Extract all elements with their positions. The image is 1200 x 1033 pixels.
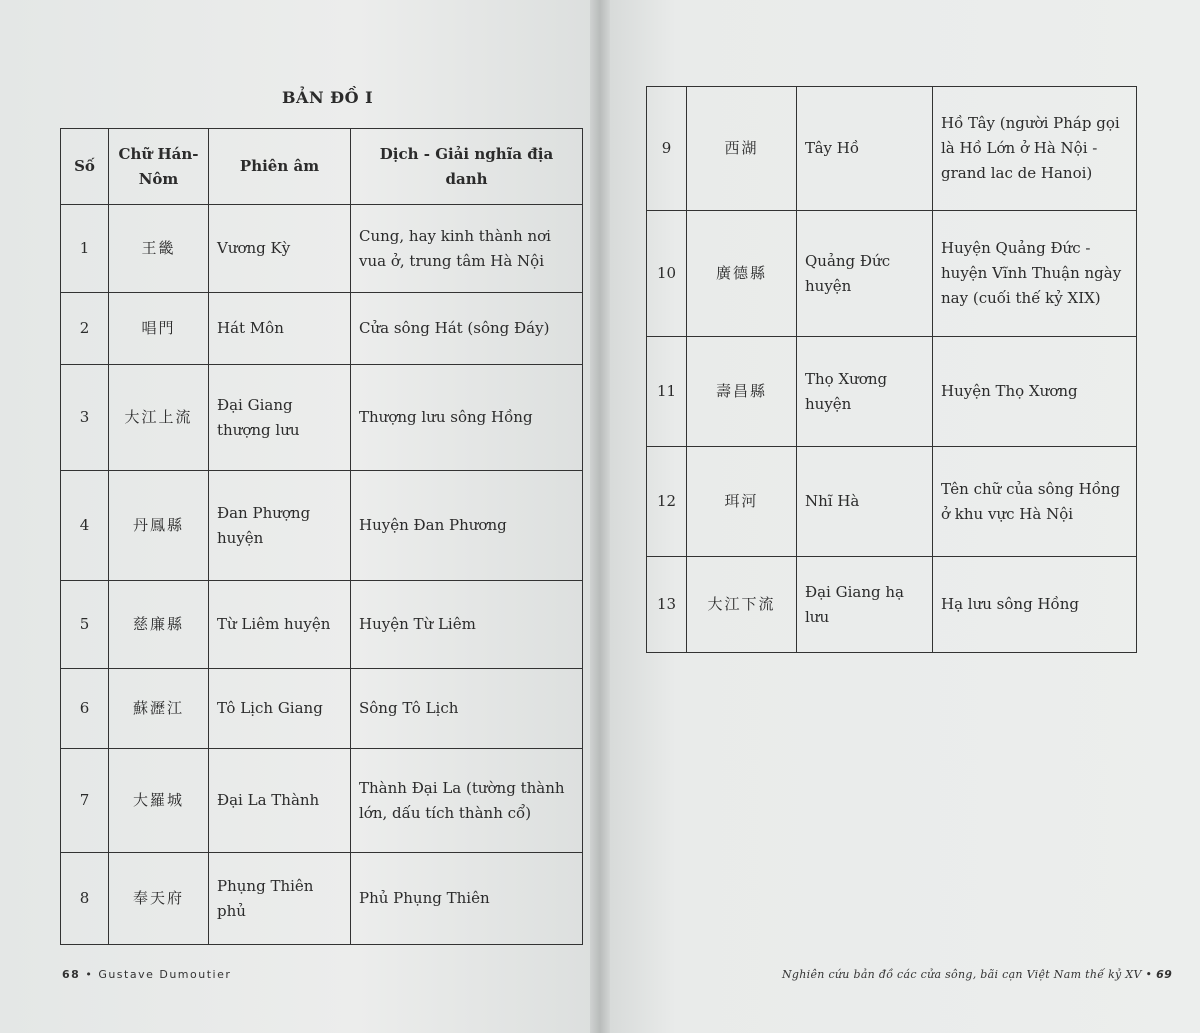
table-row <box>61 205 583 293</box>
row-meaning: Phủ Phụng Thiên <box>351 853 583 945</box>
table-row <box>647 87 1137 211</box>
row-phonetic: Vương Kỳ <box>209 205 351 293</box>
row-phonetic: Đan Phượng huyện <box>209 471 351 581</box>
row-han-nom: 蘇瀝江 <box>109 669 209 749</box>
row-phonetic: Hát Môn <box>209 293 351 365</box>
table-row <box>61 471 583 581</box>
row-phonetic: Tô Lịch Giang <box>209 669 351 749</box>
row-phonetic: Phụng Thiên phủ <box>209 853 351 945</box>
row-number: 8 <box>61 853 109 945</box>
footer-separator: • <box>85 968 94 981</box>
row-number: 13 <box>647 557 687 653</box>
row-phonetic: Tây Hồ <box>797 87 933 211</box>
table-row <box>647 447 1137 557</box>
row-number: 12 <box>647 447 687 557</box>
row-han-nom: 大羅城 <box>109 749 209 853</box>
row-number: 3 <box>61 365 109 471</box>
row-number: 6 <box>61 669 109 749</box>
right-page-number: 69 <box>1156 968 1173 981</box>
row-meaning: Huyện Đan Phương <box>351 471 583 581</box>
table-row <box>647 337 1137 447</box>
row-meaning: Hạ lưu sông Hồng <box>933 557 1137 653</box>
row-meaning: Cửa sông Hát (sông Đáy) <box>351 293 583 365</box>
row-phonetic: Quảng Đức huyện <box>797 211 933 337</box>
header-han-nom: Chữ Hán-Nôm <box>109 129 209 205</box>
row-meaning: Thượng lưu sông Hồng <box>351 365 583 471</box>
row-phonetic: Đại Giang thượng lưu <box>209 365 351 471</box>
right-place-name-table <box>646 86 1137 653</box>
left-page-number: 68 <box>62 968 81 981</box>
row-meaning: Huyện Quảng Đức - huyện Vĩnh Thuận ngày nay (cuối thế kỷ XIX) <box>933 211 1137 337</box>
row-phonetic: Đại La Thành <box>209 749 351 853</box>
row-phonetic: Đại Giang hạ lưu <box>797 557 933 653</box>
row-meaning: Tên chữ của sông Hồng ở khu vực Hà Nội <box>933 447 1137 557</box>
row-meaning: Thành Đại La (tường thành lớn, dấu tích thành cổ) <box>351 749 583 853</box>
book-gutter <box>590 0 610 1033</box>
row-number: 5 <box>61 581 109 669</box>
table-row <box>61 365 583 471</box>
table-row <box>61 581 583 669</box>
row-meaning: Cung, hay kinh thành nơi vua ở, trung tâm Hà Nội <box>351 205 583 293</box>
table-header-row <box>61 129 583 205</box>
footer-author: Gustave Dumoutier <box>98 968 232 981</box>
row-meaning: Huyện Thọ Xương <box>933 337 1137 447</box>
row-han-nom: 大江下流 <box>687 557 797 653</box>
left-page-footer <box>62 968 231 981</box>
row-han-nom: 唱門 <box>109 293 209 365</box>
table-row <box>647 211 1137 337</box>
row-han-nom: 奉天府 <box>109 853 209 945</box>
row-han-nom: 大江上流 <box>109 365 209 471</box>
table-row <box>61 749 583 853</box>
table-row <box>647 557 1137 653</box>
row-han-nom: 慈廉縣 <box>109 581 209 669</box>
row-meaning: Hồ Tây (người Pháp gọi là Hồ Lớn ở Hà Nội - grand lac de Hanoi) <box>933 87 1137 211</box>
header-meaning: Dịch - Giải nghĩa địa danh <box>351 129 583 205</box>
row-han-nom: 丹鳳縣 <box>109 471 209 581</box>
row-number: 4 <box>61 471 109 581</box>
row-number: 2 <box>61 293 109 365</box>
right-page-footer <box>782 968 1172 981</box>
header-number: Số <box>61 129 109 205</box>
row-han-nom: 王畿 <box>109 205 209 293</box>
table-row <box>61 669 583 749</box>
row-han-nom: 廣德縣 <box>687 211 797 337</box>
footer-separator: • <box>1145 968 1153 981</box>
row-phonetic: Thọ Xương huyện <box>797 337 933 447</box>
row-phonetic: Từ Liêm huyện <box>209 581 351 669</box>
row-number: 9 <box>647 87 687 211</box>
row-number: 7 <box>61 749 109 853</box>
row-number: 1 <box>61 205 109 293</box>
row-han-nom: 壽昌縣 <box>687 337 797 447</box>
row-meaning: Huyện Từ Liêm <box>351 581 583 669</box>
row-han-nom: 西湖 <box>687 87 797 211</box>
footer-book-title: Nghiên cứu bản đồ các cửa sông, bãi cạn Việt Nam thế kỷ XV <box>782 968 1142 981</box>
map-title: BẢN ĐỒ I <box>282 88 374 107</box>
row-number: 11 <box>647 337 687 447</box>
left-place-name-table <box>60 128 583 945</box>
table-row <box>61 293 583 365</box>
header-phonetic: Phiên âm <box>209 129 351 205</box>
row-meaning: Sông Tô Lịch <box>351 669 583 749</box>
row-phonetic: Nhĩ Hà <box>797 447 933 557</box>
table-row <box>61 853 583 945</box>
row-han-nom: 珥河 <box>687 447 797 557</box>
row-number: 10 <box>647 211 687 337</box>
